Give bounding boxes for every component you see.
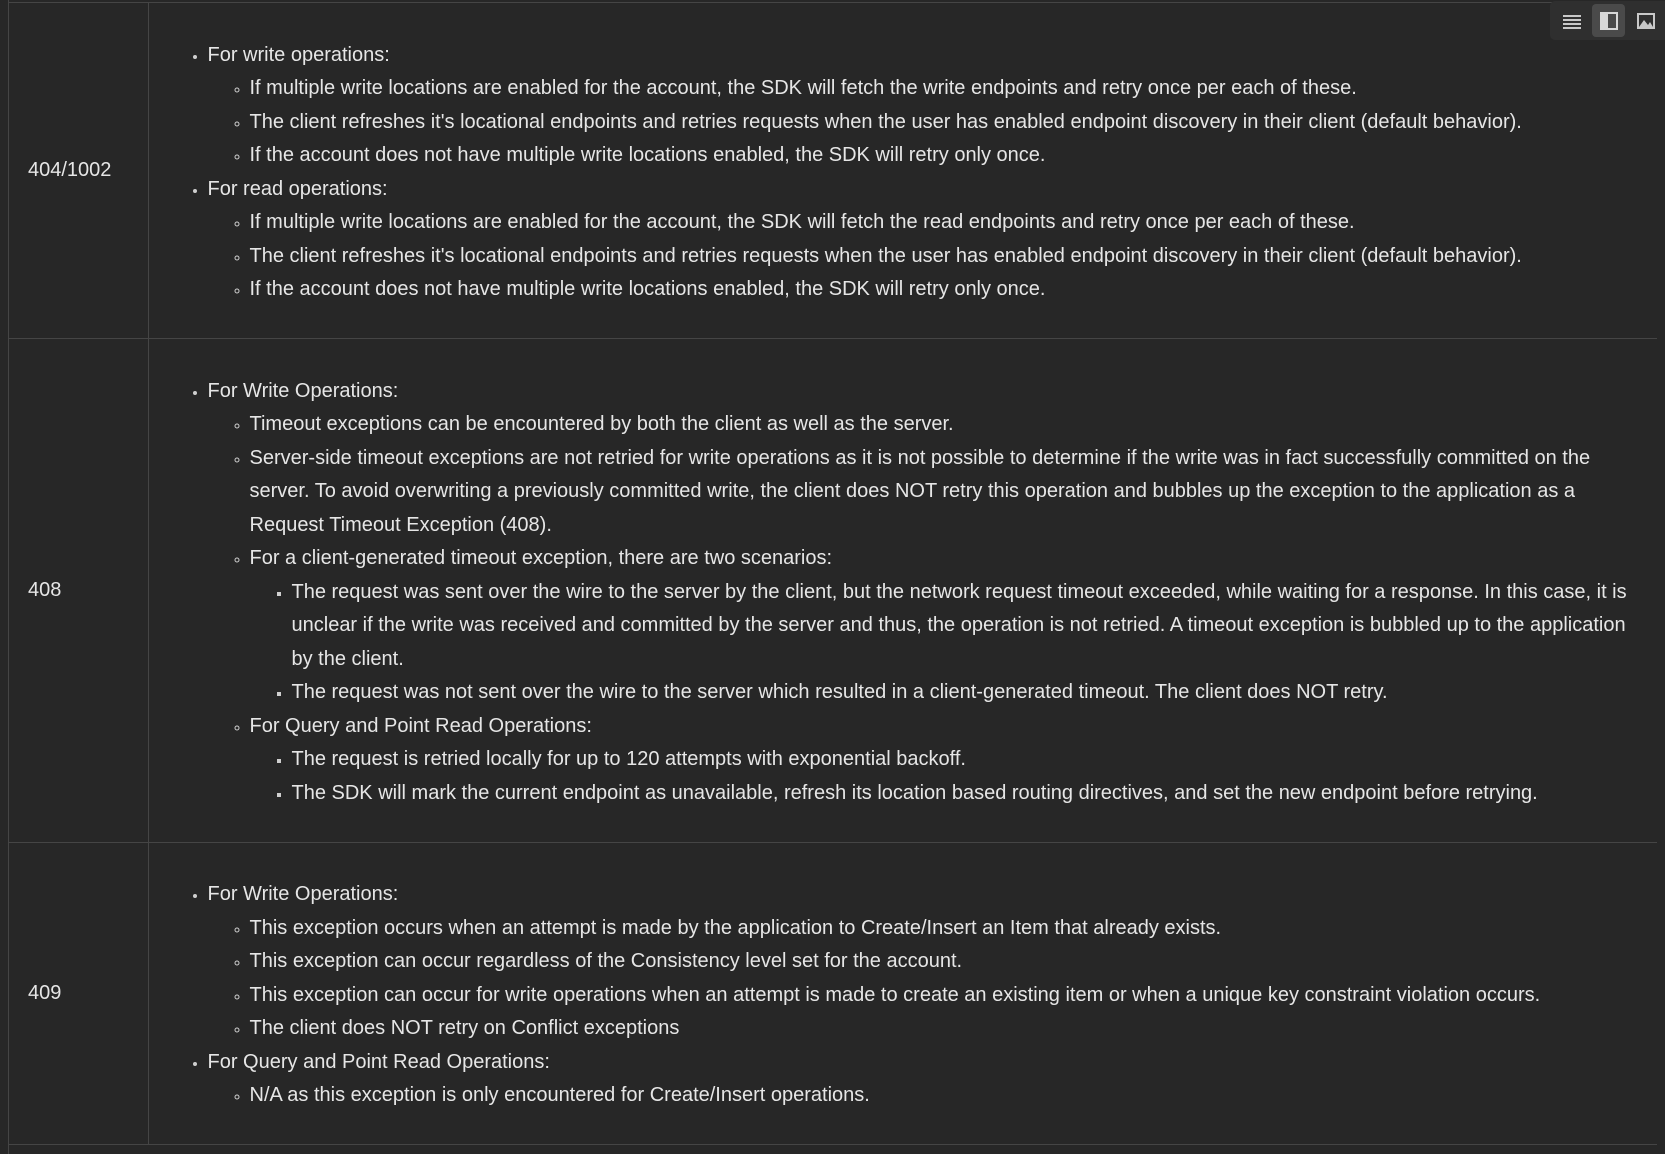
behavior-item xyxy=(250,106,1638,140)
behavior-item xyxy=(250,1079,1638,1113)
behavior-list xyxy=(208,72,1638,173)
status-code-cell: 409 xyxy=(9,843,148,1145)
operation-list xyxy=(149,878,1638,1113)
behavior-item xyxy=(250,912,1638,946)
behavior-item xyxy=(250,72,1638,106)
status-code-table xyxy=(9,2,1657,1145)
scenario-item: ▪ The SDK will mark the current endpoint as unavailable, refresh its location based routing directives, and set the new endpoint before retrying. xyxy=(292,777,1638,811)
behavior-item xyxy=(250,945,1638,979)
behavior-item xyxy=(250,408,1638,442)
image-view-icon xyxy=(1636,11,1656,31)
behavior-text: The client refreshes it's locational endpoints and retries requests when the user has enabled endpoint discovery in their client (default behavior). xyxy=(249,244,1522,267)
operation-group xyxy=(208,375,1638,811)
behavior-text: If the account does not have multiple write locations enabled, the SDK will retry only once. xyxy=(249,278,1046,300)
behavior-item xyxy=(250,139,1638,173)
status-code-cell: 408 xyxy=(9,339,148,843)
view-toggle-toolbar xyxy=(1550,1,1665,40)
operation-list xyxy=(149,39,1638,307)
behavior-list xyxy=(208,1079,1638,1113)
behavior-item xyxy=(250,206,1638,240)
list-view-icon xyxy=(1562,12,1582,30)
scenario-item: ▪ The request is retried locally for up to 120 attempts with exponential backoff. xyxy=(292,743,1638,777)
scenario-item: ▪ The request was sent over the wire to the server by the client, but the network request timeout exceeded, while waiting for a response. In this case, it is unclear if the write was received and committed by the server and thus, the operation is not retried. A timeout exception is bubbled up to the application by the client. xyxy=(292,576,1638,677)
behavior-item xyxy=(250,710,1638,811)
content-page xyxy=(8,0,1656,1154)
operation-group xyxy=(208,1046,1638,1113)
image-view-button[interactable] xyxy=(1629,4,1662,37)
behavior-text: This exception can occur for write operations when an attempt is made to create an existing item or when a unique key constraint violation occurs. xyxy=(249,983,1541,1006)
description-cell xyxy=(148,339,1657,843)
behavior-item xyxy=(250,442,1638,543)
operation-group-label: For read operations: xyxy=(207,177,388,200)
behavior-text: For Query and Point Read Operations: xyxy=(249,714,592,737)
operation-group xyxy=(208,173,1638,307)
behavior-text: Server-side timeout exceptions are not retried for write operations as it is not possible to determine if the write was in fact successfully committed on the server. To avoid overwriting a previously committed write, the client does NOT retry this operation and bubbles up the exception to the application as a Request Timeout Exception (408). xyxy=(249,446,1591,536)
behavior-item xyxy=(250,542,1638,710)
operation-group xyxy=(208,39,1638,173)
behavior-text: This exception can occur regardless of the Consistency level set for the account. xyxy=(249,950,963,973)
behavior-text: If multiple write locations are enabled for the account, the SDK will fetch the read endpoints and retry once per each of these. xyxy=(249,211,1355,233)
scenario-item: ▪ The request was not sent over the wire to the server which resulted in a client-generated timeout. The client does NOT retry. xyxy=(292,676,1638,710)
behavior-item xyxy=(250,979,1638,1013)
operation-group-label: For write operations: xyxy=(207,43,390,66)
behavior-text: If the account does not have multiple write locations enabled, the SDK will retry only once. xyxy=(249,144,1046,166)
list-view-button[interactable] xyxy=(1555,4,1588,37)
behavior-text: The client does NOT retry on Conflict exceptions xyxy=(249,1017,680,1040)
behavior-list xyxy=(208,912,1638,1046)
operation-list xyxy=(149,375,1638,811)
table-row xyxy=(9,3,1657,339)
behavior-item xyxy=(250,273,1638,307)
behavior-text: The client refreshes it's locational endpoints and retries requests when the user has enabled endpoint discovery in their client (default behavior). xyxy=(249,110,1522,133)
status-code-cell: 404/1002 xyxy=(9,3,148,339)
behavior-list xyxy=(208,206,1638,307)
sidebar-view-icon xyxy=(1599,11,1619,31)
behavior-text: This exception occurs when an attempt is made by the application to Create/Insert an Item that already exists. xyxy=(249,916,1222,939)
scenario-list xyxy=(250,576,1638,710)
behavior-text: N/A as this exception is only encountered for Create/Insert operations. xyxy=(249,1084,870,1107)
behavior-text: Timeout exceptions can be encountered by both the client as well as the server. xyxy=(249,413,954,436)
behavior-list xyxy=(208,408,1638,810)
behavior-text: For a client-generated timeout exception, there are two scenarios: xyxy=(249,547,833,570)
behavior-item xyxy=(250,240,1638,274)
table-row xyxy=(9,843,1657,1145)
operation-group-label: For Query and Point Read Operations: xyxy=(207,1050,550,1073)
behavior-item xyxy=(250,1012,1638,1046)
table-row xyxy=(9,339,1657,843)
sidebar-view-button[interactable] xyxy=(1592,4,1625,37)
description-cell xyxy=(148,843,1657,1145)
operation-group-label: For Write Operations: xyxy=(207,379,399,402)
operation-group xyxy=(208,878,1638,1046)
operation-group-label: For Write Operations: xyxy=(207,883,399,906)
scenario-list xyxy=(250,743,1638,810)
behavior-text: If multiple write locations are enabled for the account, the SDK will fetch the write endpoints and retry once per each of these. xyxy=(249,77,1357,99)
description-cell xyxy=(148,3,1657,339)
